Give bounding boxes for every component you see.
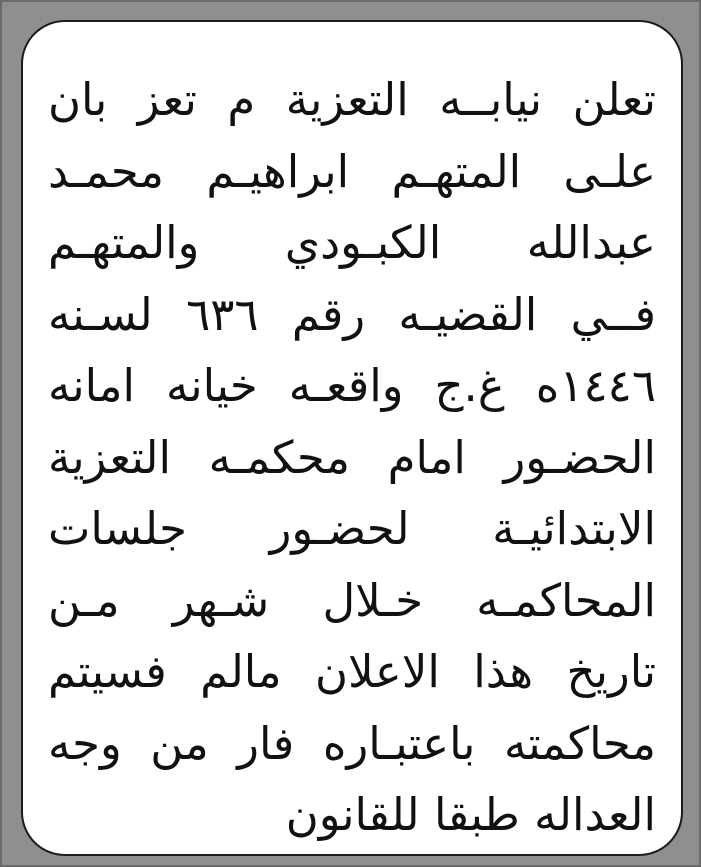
notice-line-9: تاريخ هذا الاعلان مالم فسيتم [48, 645, 656, 698]
notice-card [21, 20, 683, 856]
notice-line-6: الحضـور امام محكمـه التعزية [48, 430, 656, 484]
notice-line-10: محاكمته باعتبـاره فار من وجه [48, 716, 656, 770]
notice-text [48, 64, 656, 851]
notice-line-2: علـى المتهـم ابراهيـم محمـد [48, 144, 656, 198]
notice-line-8: المحاكمـه خـلال شـهر مـن [48, 573, 656, 627]
notice-line-1: تعلن نيابــه التعزية م تعز بان [48, 73, 656, 126]
notice-line-4: فــي القضيـه رقم ٦٣٦ لسـنه [48, 287, 656, 341]
notice-line-7: الابتدائيـة لحضـور جلسات [48, 502, 656, 555]
notice-line-3: عبدالله الكبـودي والمتهـم [48, 216, 656, 269]
notice-line-5: ١٤٤٦ه غ.ج واقعـه خيانه امانه [48, 359, 656, 412]
notice-line-11: العداله طبقا للقانون [285, 788, 656, 841]
